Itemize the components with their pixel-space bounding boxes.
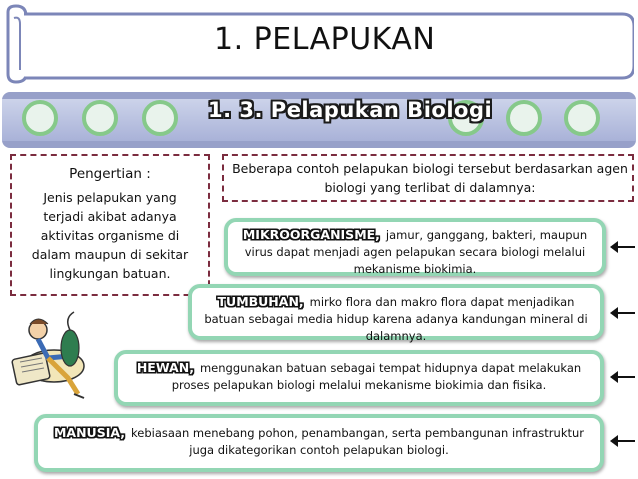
example-label: TUMBUHAN, bbox=[217, 294, 304, 309]
example-label: MANUSIA, bbox=[53, 425, 126, 440]
circle-decoration bbox=[82, 100, 118, 136]
definition-heading: Pengertian : bbox=[69, 166, 151, 182]
arrow-left-icon bbox=[610, 434, 636, 448]
circle-decoration bbox=[564, 100, 600, 136]
example-text: kebiasaan menebang pohon, penambangan, serta pembangunan infrastruktur juga dikategorikan contoh pelapukan biologi. bbox=[131, 426, 585, 457]
example-content bbox=[38, 418, 600, 459]
example-card-humans bbox=[34, 414, 604, 472]
example-content bbox=[192, 288, 600, 345]
arrow-left-icon bbox=[610, 370, 636, 384]
example-card-plants bbox=[188, 284, 604, 343]
definition-text: Jenis pelapukan yang terjadi akibat adanya aktivitas organisme di dalam maupun di sekitar lingkungan batuan. bbox=[31, 190, 189, 281]
arrow-left-icon bbox=[610, 306, 636, 320]
section-subtitle: 1. 3. Pelapukan Biologi bbox=[208, 98, 493, 122]
example-label: MIKROORGANISME, bbox=[242, 227, 380, 242]
reading-person-illustration bbox=[8, 308, 100, 408]
arrow-left-icon bbox=[610, 240, 636, 254]
circle-decoration bbox=[142, 100, 178, 136]
example-text: mirko flora dan makro flora dapat menjadikan batuan sebagai media hidup karena adanya kandungan mineral di dalamnya. bbox=[204, 295, 588, 343]
circle-decoration bbox=[22, 100, 58, 136]
example-card-microorganism bbox=[224, 218, 606, 276]
example-text: menggunakan batuan sebagai tempat hidupnya dapat melakukan proses pelapukan biologi melalui mekanisme biokimia dan fisika. bbox=[171, 361, 582, 392]
circle-decoration bbox=[506, 100, 542, 136]
example-content bbox=[118, 354, 600, 394]
example-content bbox=[228, 222, 602, 278]
example-card-animals bbox=[114, 350, 604, 406]
example-text: jamur, ganggang, bakteri, maupun virus dapat menjadi agen pelapukan secara biologi melalui mekanisme biokimia. bbox=[244, 228, 588, 276]
example-label: HEWAN, bbox=[136, 360, 194, 375]
intro-text: Beberapa contoh pelapukan biologi tersebut berdasarkan agen biologi yang terlibat di dalamnya: bbox=[232, 161, 628, 195]
page-title: 1. PELAPUKAN bbox=[214, 22, 436, 57]
